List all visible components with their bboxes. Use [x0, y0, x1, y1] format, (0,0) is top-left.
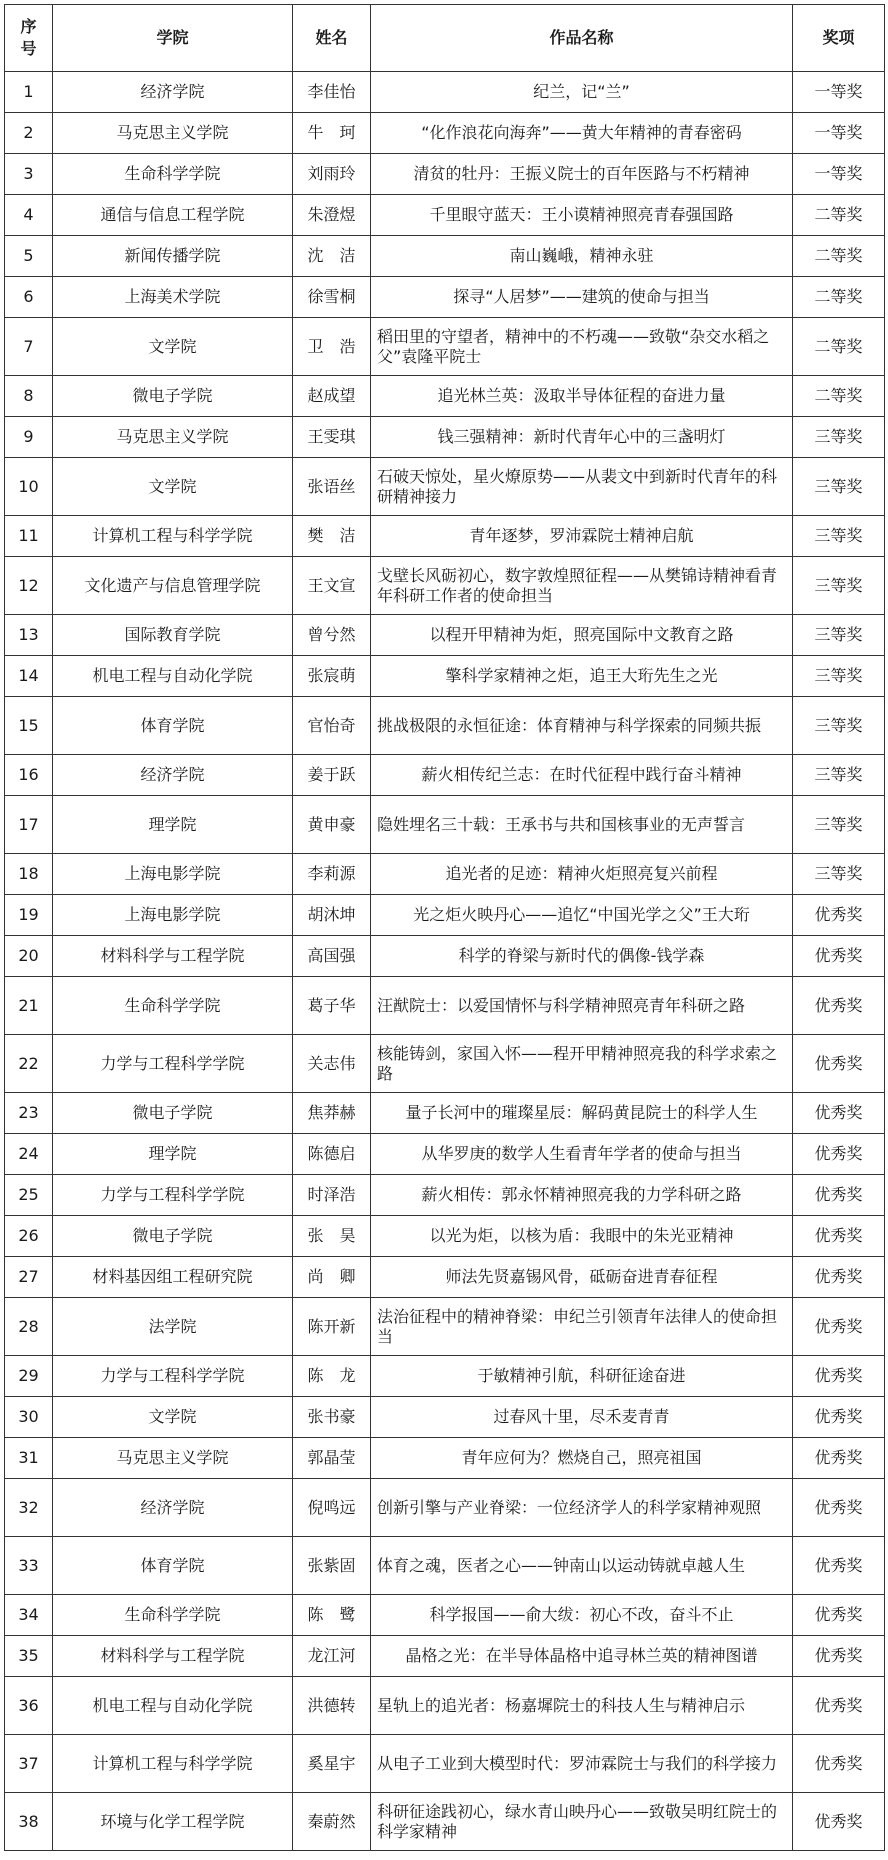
table-row [5, 854, 885, 895]
row-title: 南山巍峨，精神永驻 [371, 236, 793, 277]
row-number: 24 [5, 1134, 53, 1175]
row-college: 上海电影学院 [53, 854, 293, 895]
row-name: 卫 浩 [293, 318, 371, 376]
row-name: 牛 珂 [293, 113, 371, 154]
table-row [5, 615, 885, 656]
row-number: 26 [5, 1216, 53, 1257]
table-row [5, 458, 885, 516]
row-college: 体育学院 [53, 697, 293, 755]
row-college: 通信与信息工程学院 [53, 195, 293, 236]
row-award: 三等奖 [793, 516, 885, 557]
row-award: 一等奖 [793, 154, 885, 195]
table-row [5, 516, 885, 557]
row-name: 陈 龙 [293, 1356, 371, 1397]
row-title: 创新引擎与产业脊梁：一位经济学人的科学家精神观照 [371, 1479, 793, 1537]
header-no-line2: 号 [20, 39, 37, 58]
row-award: 三等奖 [793, 557, 885, 615]
row-title: 薪火相传：郭永怀精神照亮我的力学科研之路 [371, 1175, 793, 1216]
row-name: 张书豪 [293, 1397, 371, 1438]
table-row [5, 72, 885, 113]
row-college: 材料科学与工程学院 [53, 1636, 293, 1677]
row-name: 黄申豪 [293, 796, 371, 854]
table-row [5, 1438, 885, 1479]
row-award: 三等奖 [793, 854, 885, 895]
row-award: 三等奖 [793, 697, 885, 755]
row-title: 核能铸剑，家国入怀——程开甲精神照亮我的科学求索之路 [371, 1035, 793, 1093]
table-row [5, 154, 885, 195]
row-award: 二等奖 [793, 236, 885, 277]
row-name: 张宸萌 [293, 656, 371, 697]
row-name: 倪鸣远 [293, 1479, 371, 1537]
table-row [5, 1397, 885, 1438]
row-title: 以光为炬，以核为盾：我眼中的朱光亚精神 [371, 1216, 793, 1257]
row-number: 36 [5, 1677, 53, 1735]
row-award: 一等奖 [793, 113, 885, 154]
row-title: 追光林兰英：汲取半导体征程的奋进力量 [371, 376, 793, 417]
table-row [5, 656, 885, 697]
row-college: 新闻传播学院 [53, 236, 293, 277]
row-number: 37 [5, 1735, 53, 1793]
row-college: 法学院 [53, 1298, 293, 1356]
row-name: 时泽浩 [293, 1175, 371, 1216]
row-number: 27 [5, 1257, 53, 1298]
row-title: 于敏精神引航，科研征途奋进 [371, 1356, 793, 1397]
row-title: 科研征途践初心，绿水青山映丹心——致敬吴明红院士的科学家精神 [371, 1793, 793, 1851]
table-body [5, 72, 885, 1851]
row-number: 14 [5, 656, 53, 697]
row-award: 三等奖 [793, 458, 885, 516]
table-row [5, 1735, 885, 1793]
row-award: 优秀奖 [793, 1356, 885, 1397]
row-college: 文学院 [53, 458, 293, 516]
table-row [5, 376, 885, 417]
row-college: 体育学院 [53, 1537, 293, 1595]
row-college: 文化遗产与信息管理学院 [53, 557, 293, 615]
table-row [5, 1636, 885, 1677]
row-award: 优秀奖 [793, 1479, 885, 1537]
awards-table [4, 4, 885, 1851]
row-number: 19 [5, 895, 53, 936]
table-row [5, 1537, 885, 1595]
row-college: 力学与工程科学学院 [53, 1175, 293, 1216]
row-title: 汪猷院士：以爱国情怀与科学精神照亮青年科研之路 [371, 977, 793, 1035]
row-title: 青年应何为？燃烧自己，照亮祖国 [371, 1438, 793, 1479]
row-name: 姜于跃 [293, 755, 371, 796]
table-row [5, 936, 885, 977]
row-name: 陈德启 [293, 1134, 371, 1175]
row-number: 18 [5, 854, 53, 895]
row-title: 从华罗庚的数学人生看青年学者的使命与担当 [371, 1134, 793, 1175]
table-row [5, 1257, 885, 1298]
row-number: 38 [5, 1793, 53, 1851]
row-college: 文学院 [53, 1397, 293, 1438]
row-award: 二等奖 [793, 318, 885, 376]
table-row [5, 1479, 885, 1537]
row-title: 过春风十里，尽禾麦青青 [371, 1397, 793, 1438]
row-number: 3 [5, 154, 53, 195]
header-name: 姓名 [293, 5, 371, 72]
row-title: 千里眼守蓝天：王小谟精神照亮青春强国路 [371, 195, 793, 236]
row-number: 23 [5, 1093, 53, 1134]
row-number: 29 [5, 1356, 53, 1397]
row-title: 钱三强精神：新时代青年心中的三盏明灯 [371, 417, 793, 458]
row-title: 科学的脊梁与新时代的偶像-钱学森 [371, 936, 793, 977]
table-row [5, 236, 885, 277]
row-college: 微电子学院 [53, 1093, 293, 1134]
row-name: 樊 洁 [293, 516, 371, 557]
row-award: 优秀奖 [793, 1537, 885, 1595]
row-award: 优秀奖 [793, 1216, 885, 1257]
row-award: 优秀奖 [793, 1093, 885, 1134]
row-title: 纪兰，记“兰” [371, 72, 793, 113]
row-number: 6 [5, 277, 53, 318]
row-title: 光之炬火映丹心——追忆“中国光学之父”王大珩 [371, 895, 793, 936]
row-award: 优秀奖 [793, 1636, 885, 1677]
row-number: 25 [5, 1175, 53, 1216]
row-number: 21 [5, 977, 53, 1035]
row-college: 微电子学院 [53, 376, 293, 417]
row-number: 33 [5, 1537, 53, 1595]
row-title: 擎科学家精神之炬，追王大珩先生之光 [371, 656, 793, 697]
table-row [5, 1035, 885, 1093]
row-award: 二等奖 [793, 195, 885, 236]
row-college: 国际教育学院 [53, 615, 293, 656]
row-name: 李佳怡 [293, 72, 371, 113]
row-name: 葛子华 [293, 977, 371, 1035]
row-title: 晶格之光：在半导体晶格中追寻林兰英的精神图谱 [371, 1636, 793, 1677]
row-award: 优秀奖 [793, 936, 885, 977]
row-title: 戈壁长风砺初心，数字敦煌照征程——从樊锦诗精神看青年科研工作者的使命担当 [371, 557, 793, 615]
row-name: 关志伟 [293, 1035, 371, 1093]
table-row [5, 1298, 885, 1356]
row-name: 王雯琪 [293, 417, 371, 458]
row-title: 法治征程中的精神脊梁：申纪兰引领青年法律人的使命担当 [371, 1298, 793, 1356]
table-row [5, 1175, 885, 1216]
row-title: 青年逐梦，罗沛霖院士精神启航 [371, 516, 793, 557]
row-title: 从电子工业到大模型时代：罗沛霖院士与我们的科学接力 [371, 1735, 793, 1793]
row-college: 马克思主义学院 [53, 417, 293, 458]
row-title: 量子长河中的璀璨星辰：解码黄昆院士的科学人生 [371, 1093, 793, 1134]
row-number: 20 [5, 936, 53, 977]
table-row [5, 1595, 885, 1636]
row-name: 刘雨玲 [293, 154, 371, 195]
table-row [5, 1793, 885, 1851]
row-college: 微电子学院 [53, 1216, 293, 1257]
header-title: 作品名称 [371, 5, 793, 72]
table-header-row [5, 5, 885, 72]
row-name: 张 昊 [293, 1216, 371, 1257]
row-title: 以程开甲精神为炬，照亮国际中文教育之路 [371, 615, 793, 656]
row-award: 三等奖 [793, 417, 885, 458]
row-name: 陈开新 [293, 1298, 371, 1356]
row-college: 马克思主义学院 [53, 113, 293, 154]
row-number: 1 [5, 72, 53, 113]
row-college: 上海电影学院 [53, 895, 293, 936]
row-college: 生命科学学院 [53, 154, 293, 195]
table-row [5, 1216, 885, 1257]
row-name: 徐雪桐 [293, 277, 371, 318]
row-number: 7 [5, 318, 53, 376]
row-title: “化作浪花向海奔”——黄大年精神的青春密码 [371, 113, 793, 154]
table-row [5, 1677, 885, 1735]
row-name: 李莉源 [293, 854, 371, 895]
row-award: 优秀奖 [793, 1257, 885, 1298]
row-award: 优秀奖 [793, 1735, 885, 1793]
header-no [5, 5, 53, 72]
row-title: 稻田里的守望者，精神中的不朽魂——致敬“杂交水稻之父”袁隆平院士 [371, 318, 793, 376]
table-row [5, 318, 885, 376]
row-title: 挑战极限的永恒征途：体育精神与科学探索的同频共振 [371, 697, 793, 755]
row-number: 31 [5, 1438, 53, 1479]
row-number: 17 [5, 796, 53, 854]
row-number: 15 [5, 697, 53, 755]
row-award: 二等奖 [793, 376, 885, 417]
row-name: 曾兮然 [293, 615, 371, 656]
row-name: 沈 洁 [293, 236, 371, 277]
row-award: 优秀奖 [793, 1298, 885, 1356]
row-number: 35 [5, 1636, 53, 1677]
row-award: 三等奖 [793, 796, 885, 854]
row-college: 马克思主义学院 [53, 1438, 293, 1479]
row-college: 力学与工程科学学院 [53, 1356, 293, 1397]
row-number: 11 [5, 516, 53, 557]
row-title: 薪火相传纪兰志：在时代征程中践行奋斗精神 [371, 755, 793, 796]
row-college: 材料基因组工程研究院 [53, 1257, 293, 1298]
row-college: 经济学院 [53, 72, 293, 113]
row-college: 理学院 [53, 1134, 293, 1175]
row-college: 计算机工程与科学学院 [53, 516, 293, 557]
row-college: 环境与化学工程学院 [53, 1793, 293, 1851]
row-title: 探寻“人居梦”——建筑的使命与担当 [371, 277, 793, 318]
row-number: 16 [5, 755, 53, 796]
row-number: 9 [5, 417, 53, 458]
table-row [5, 796, 885, 854]
row-college: 经济学院 [53, 755, 293, 796]
row-name: 王文宣 [293, 557, 371, 615]
row-name: 高国强 [293, 936, 371, 977]
table-row [5, 557, 885, 615]
row-college: 计算机工程与科学学院 [53, 1735, 293, 1793]
row-name: 赵成望 [293, 376, 371, 417]
row-name: 龙江河 [293, 1636, 371, 1677]
row-college: 理学院 [53, 796, 293, 854]
row-title: 体育之魂，医者之心——钟南山以运动铸就卓越人生 [371, 1537, 793, 1595]
row-college: 机电工程与自动化学院 [53, 1677, 293, 1735]
row-title: 科学报国——俞大绂：初心不改，奋斗不止 [371, 1595, 793, 1636]
row-number: 22 [5, 1035, 53, 1093]
row-award: 二等奖 [793, 277, 885, 318]
row-number: 13 [5, 615, 53, 656]
header-no-line1: 序 [20, 17, 37, 36]
row-name: 官怡奇 [293, 697, 371, 755]
row-number: 8 [5, 376, 53, 417]
row-name: 朱澄煜 [293, 195, 371, 236]
row-title: 清贫的牡丹：王振义院士的百年医路与不朽精神 [371, 154, 793, 195]
table-row [5, 417, 885, 458]
row-name: 焦莽赫 [293, 1093, 371, 1134]
row-college: 力学与工程科学学院 [53, 1035, 293, 1093]
row-award: 优秀奖 [793, 1134, 885, 1175]
row-number: 32 [5, 1479, 53, 1537]
table-row [5, 277, 885, 318]
row-number: 34 [5, 1595, 53, 1636]
row-award: 优秀奖 [793, 977, 885, 1035]
table-row [5, 1356, 885, 1397]
row-award: 三等奖 [793, 615, 885, 656]
row-name: 张语丝 [293, 458, 371, 516]
table-row [5, 895, 885, 936]
row-title: 星轨上的追光者：杨嘉墀院士的科技人生与精神启示 [371, 1677, 793, 1735]
awards-document [4, 4, 884, 1851]
table-row [5, 195, 885, 236]
table-row [5, 755, 885, 796]
row-award: 三等奖 [793, 656, 885, 697]
row-award: 一等奖 [793, 72, 885, 113]
row-number: 5 [5, 236, 53, 277]
row-college: 材料科学与工程学院 [53, 936, 293, 977]
row-award: 优秀奖 [793, 1035, 885, 1093]
row-name: 尚 卿 [293, 1257, 371, 1298]
row-title: 石破天惊处，星火燎原势——从裴文中到新时代青年的科研精神接力 [371, 458, 793, 516]
row-number: 28 [5, 1298, 53, 1356]
row-award: 优秀奖 [793, 1677, 885, 1735]
row-award: 优秀奖 [793, 1397, 885, 1438]
row-name: 洪德转 [293, 1677, 371, 1735]
row-name: 奚星宇 [293, 1735, 371, 1793]
table-row [5, 113, 885, 154]
table-row [5, 1093, 885, 1134]
row-award: 优秀奖 [793, 1793, 885, 1851]
table-row [5, 977, 885, 1035]
row-number: 2 [5, 113, 53, 154]
table-row [5, 1134, 885, 1175]
row-title: 隐姓埋名三十载：王承书与共和国核事业的无声誓言 [371, 796, 793, 854]
row-award: 优秀奖 [793, 1438, 885, 1479]
row-college: 文学院 [53, 318, 293, 376]
row-number: 30 [5, 1397, 53, 1438]
row-college: 经济学院 [53, 1479, 293, 1537]
row-award: 优秀奖 [793, 1175, 885, 1216]
header-college: 学院 [53, 5, 293, 72]
row-number: 12 [5, 557, 53, 615]
row-college: 机电工程与自动化学院 [53, 656, 293, 697]
row-name: 张紫固 [293, 1537, 371, 1595]
row-award: 优秀奖 [793, 895, 885, 936]
row-college: 上海美术学院 [53, 277, 293, 318]
row-college: 生命科学学院 [53, 1595, 293, 1636]
row-name: 郭晶莹 [293, 1438, 371, 1479]
row-title: 追光者的足迹：精神火炬照亮复兴前程 [371, 854, 793, 895]
row-title: 师法先贤嘉锡风骨，砥砺奋进青春征程 [371, 1257, 793, 1298]
row-name: 陈 鹭 [293, 1595, 371, 1636]
table-row [5, 697, 885, 755]
row-name: 秦蔚然 [293, 1793, 371, 1851]
row-college: 生命科学学院 [53, 977, 293, 1035]
header-award: 奖项 [793, 5, 885, 72]
row-award: 三等奖 [793, 755, 885, 796]
row-number: 10 [5, 458, 53, 516]
row-award: 优秀奖 [793, 1595, 885, 1636]
row-number: 4 [5, 195, 53, 236]
row-name: 胡沐坤 [293, 895, 371, 936]
